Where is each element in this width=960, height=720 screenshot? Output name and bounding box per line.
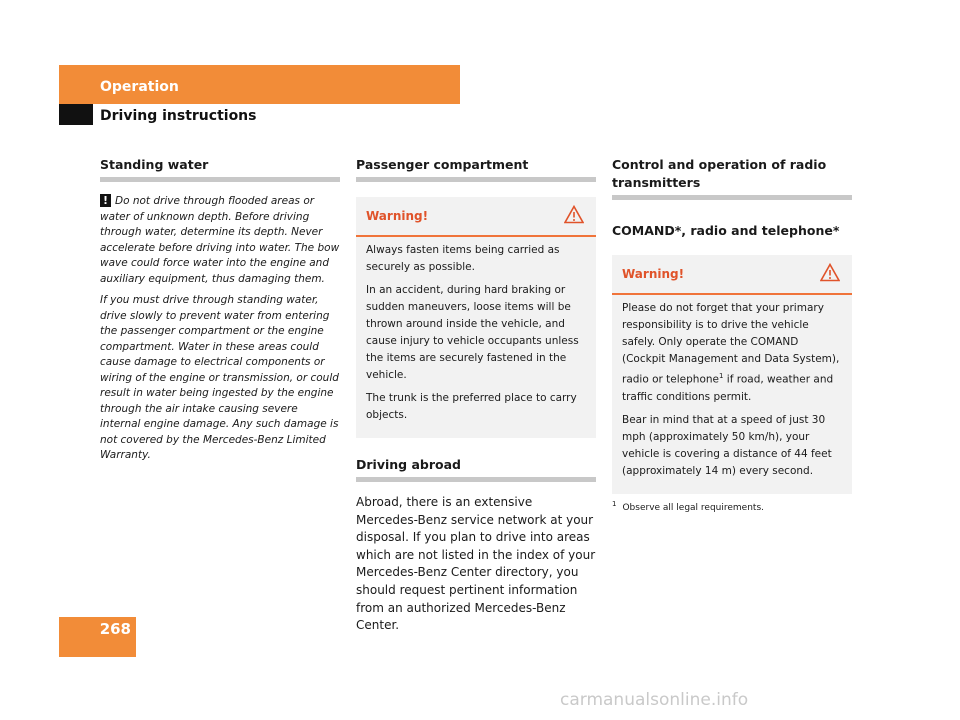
notice-text-1: Do not drive through flooded areas or water of unknown depth. Before driving through water, determine its depth. Never accelerate before driving into water. The bow wave could force water into the engine and auxiliary equipment, thus damaging them. (100, 195, 340, 285)
footnote-mark: 1 (612, 499, 617, 508)
warning-text-1a: Please do not forget that your primary responsibility is to drive the vehicle safely. Only operate the COMAND (Cockpit Management and Data System), radio or telephone (622, 302, 840, 386)
footnote-ref: 1 (719, 372, 724, 380)
column-passenger-compartment (356, 156, 596, 635)
heading-radio-transmitters: Control and operation of radio transmitters (612, 156, 852, 200)
driving-abroad-text: Abroad, there is an extensive Mercedes-Benz service network at your disposal. If you plan to drive into areas which are not listed in the index of your Mercedes-Benz Center directory, you should request pertinent information from an authorized Mercedes-Benz Center. (356, 495, 596, 633)
notice-box (100, 194, 340, 464)
subsection-title: Driving instructions (100, 108, 257, 124)
subsection-marker (59, 104, 93, 125)
subheading-comand: COMAND*, radio and telephone* (612, 223, 840, 238)
watermark: carmanualsonline.info (560, 690, 749, 710)
heading-passenger-compartment: Passenger compartment (356, 156, 596, 182)
exclamation-icon: ! (100, 194, 111, 207)
warning-title: Warning! (366, 209, 429, 223)
footnote-text: Observe all legal requirements. (622, 502, 765, 513)
footnote (612, 500, 852, 513)
warning-triangle-icon (820, 263, 840, 286)
warning-text-2: In an accident, during hard braking or sudden maneuvers, loose items will be thrown around inside the vehicle, and cause injury to vehicle occupants unless the items are securely fastened in the vehicle. (366, 284, 579, 381)
warning-title: Warning! (622, 267, 685, 281)
warning-text-1b: if road, weather and traffic conditions permit. (622, 373, 834, 403)
warning-text-1: Always fasten items being carried as securely as possible. (366, 244, 560, 273)
warning-box-passenger (356, 197, 596, 438)
warning-triangle-icon (564, 205, 584, 228)
heading-driving-abroad: Driving abroad (356, 456, 596, 482)
notice-text-2: If you must drive through standing water, drive slowly to prevent water from entering the passenger compartment or the engine compartment. Water in these areas could cause damage to electrical components or wiring of the engine or transmission, or could result in water being ingested by the engine through the air intake causing severe internal engine damage. Any such damage is not covered by the Mercedes-Benz Limited Warranty. (100, 294, 339, 461)
page-number: 268 (99, 620, 131, 638)
heading-standing-water: Standing water (100, 156, 340, 182)
warning-box-comand (612, 255, 852, 494)
column-standing-water (100, 156, 340, 470)
warning-text-3: The trunk is the preferred place to carry objects. (366, 392, 577, 421)
section-title: Operation (100, 79, 179, 95)
column-radio-transmitters (612, 156, 852, 513)
warning-text-2: Bear in mind that at a speed of just 30 mph (approximately 50 km/h), your vehicle is covering a distance of 44 feet (approximately 14 m) every second. (622, 413, 832, 477)
